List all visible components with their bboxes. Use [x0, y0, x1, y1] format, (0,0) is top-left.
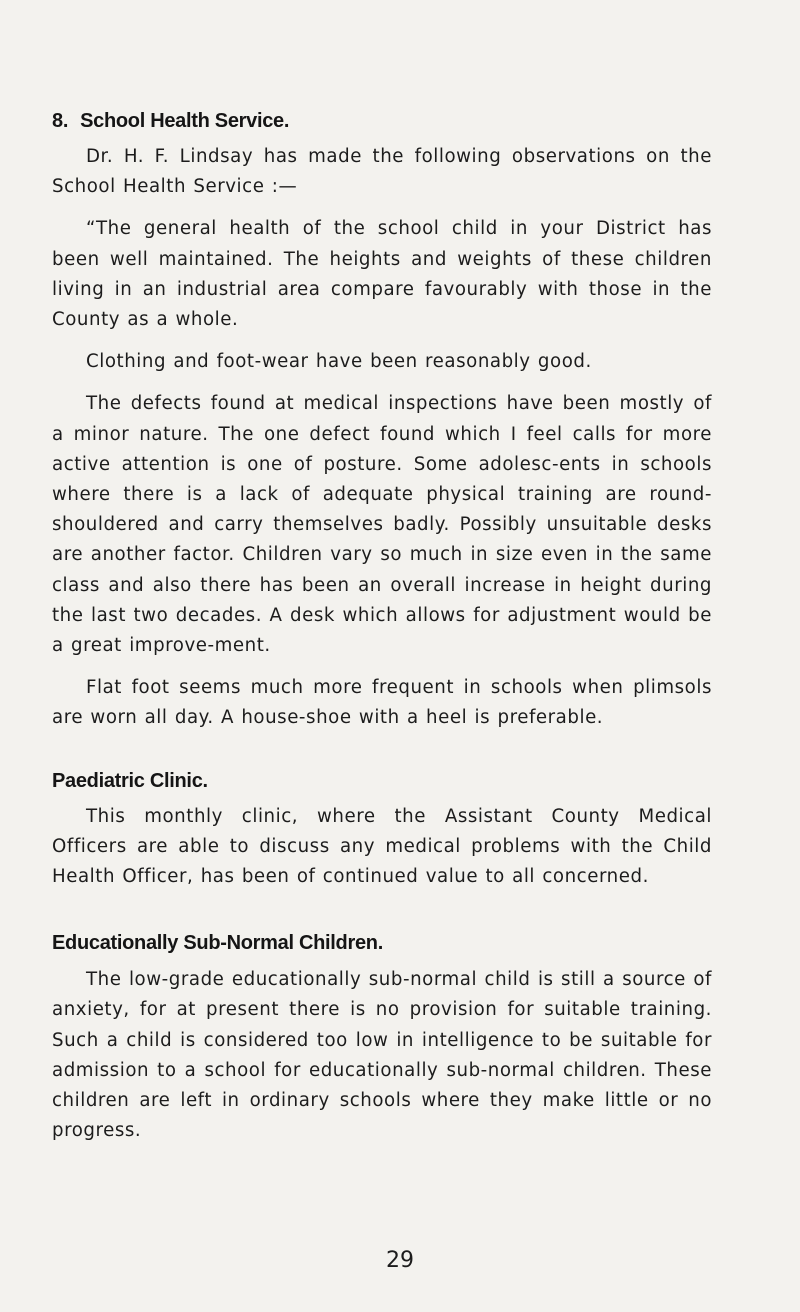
defects-paragraph: The defects found at medical inspections have been mostly of a minor nature. The one defect found which I feel calls for more active attention is one of posture. Some adolesc-ents in schools where there is a lack of adequate physical training are round-shouldered and carry themselves badly. Possibly unsuitable desks are another factor. Children vary so much in size even in the same class and also there has been an overall increase in height during the last two decades. A desk which allows for adjustment would be a great improve-ment. [52, 393, 712, 657]
section-title: School Health Service. [80, 110, 290, 132]
flat-foot-paragraph: Flat foot seems much more frequent in schools when plimsols are worn all day. A house-shoe with a heel is preferable. [52, 677, 712, 729]
page-number: 29 [386, 1248, 414, 1273]
document-page [52, 110, 712, 1146]
clothing-paragraph: Clothing and foot-wear have been reasonably good. [86, 351, 592, 373]
intro-paragraph: Dr. H. F. Lindsay has made the following observations on the School Health Service :— [52, 146, 712, 198]
esn-children-heading: Educationally Sub-Normal Children. [52, 932, 383, 955]
esn-children-paragraph: The low-grade educationally sub-normal child is still a source of anxiety, for at present there is no provision for suitable training. Such a child is considered too low in intelligence to be suitable for admission to a school for educationally sub-normal children. These children are left in ordinary schools where they make little or no progress. [52, 969, 712, 1142]
paediatric-clinic-heading: Paediatric Clinic. [52, 769, 208, 792]
section-heading [52, 110, 712, 133]
general-health-paragraph: “The general health of the school child in your District has been well maintained. The heights and weights of these children living in an industrial area compare favourably with those in the County as a whole. [52, 218, 712, 331]
paediatric-clinic-paragraph: This monthly clinic, where the Assistant County Medical Officers are able to discuss any medical problems with the Child Health Officer, has been of continued value to all concerned. [52, 805, 712, 888]
section-number: 8. [52, 110, 69, 132]
